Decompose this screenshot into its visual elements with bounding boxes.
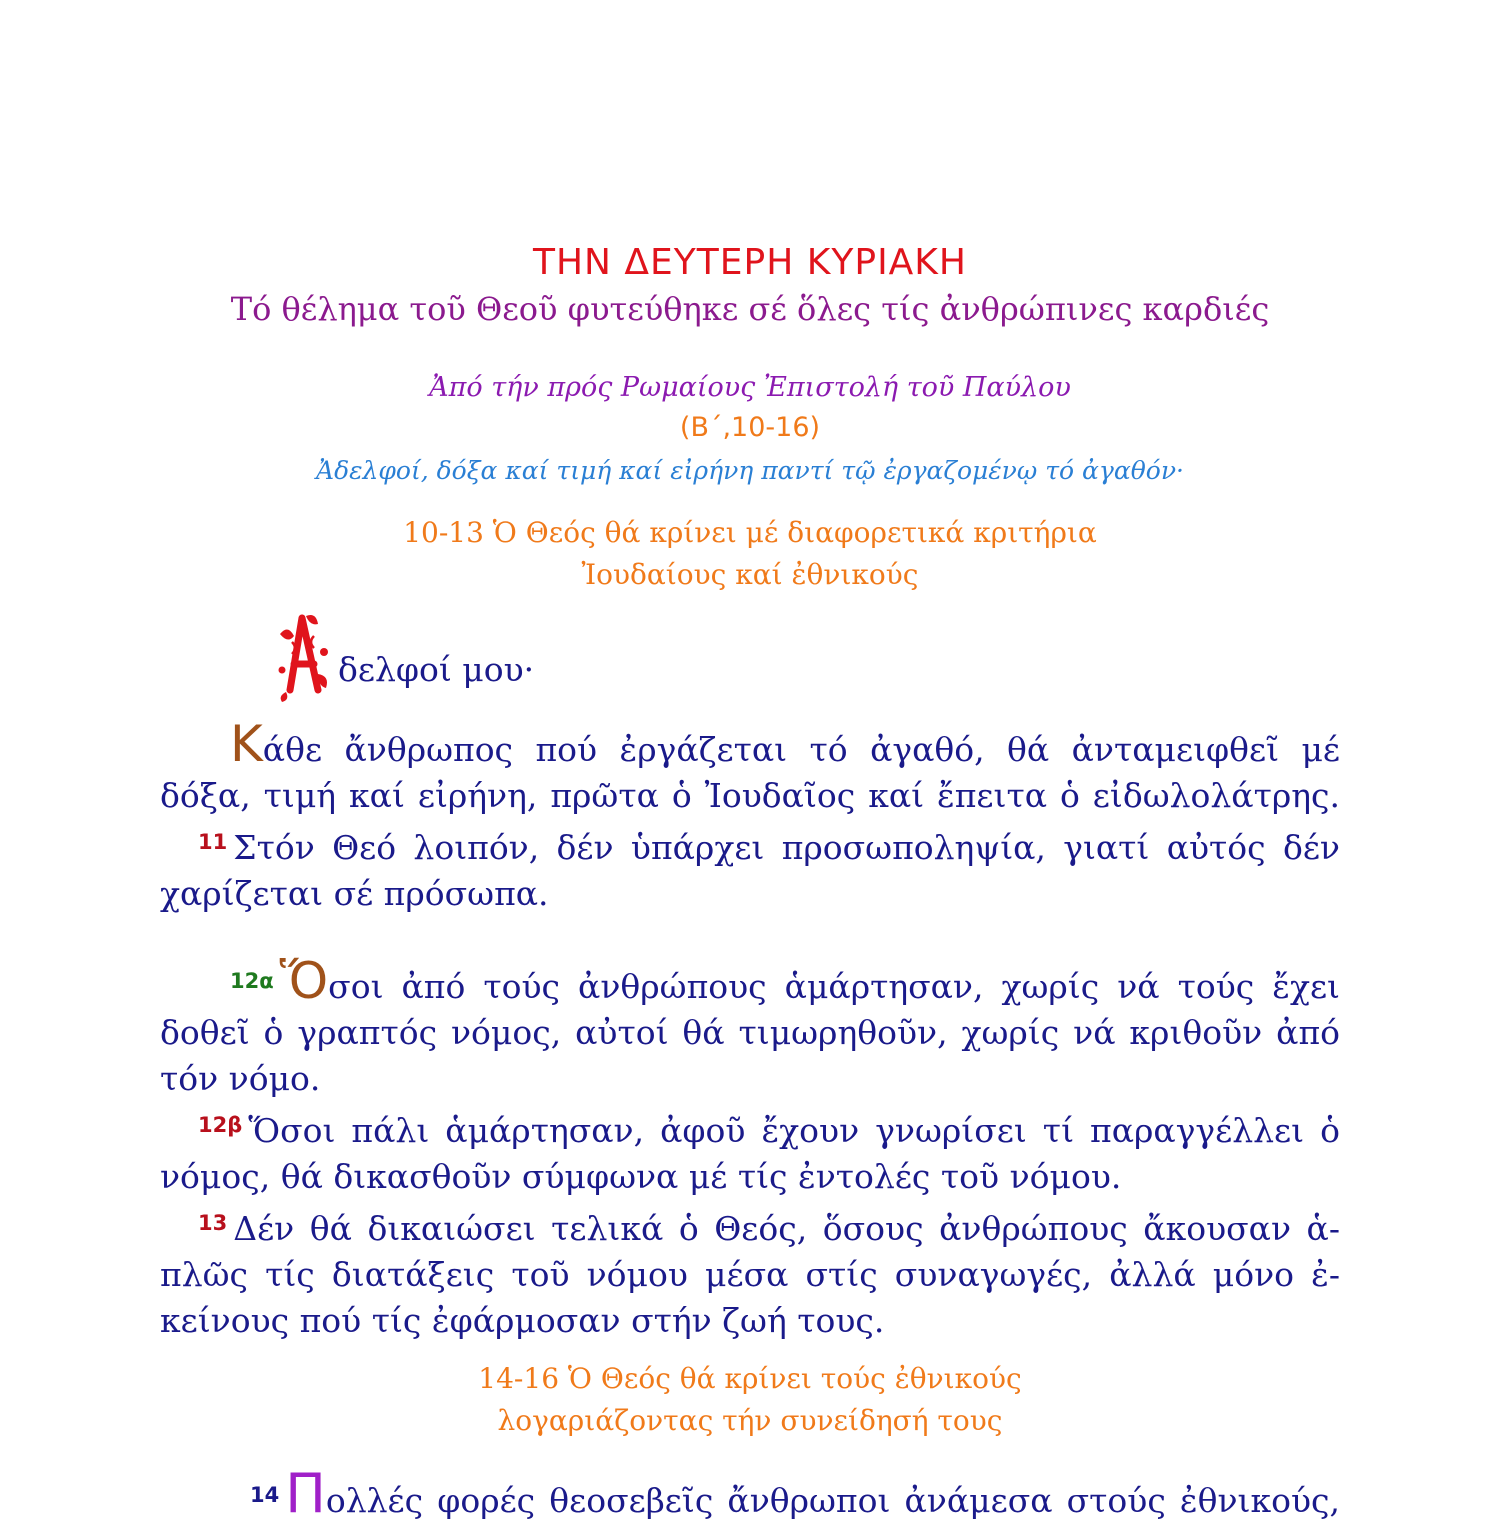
salutation-text: δελφοί μου· [338, 650, 535, 689]
epistle-reference: (Β΄,10-16) [679, 412, 821, 443]
paragraph [160, 715, 1340, 917]
text-line: κείνους πού τίς ἐφάρμοσαν στήν ζωή τους. [160, 1301, 885, 1340]
paragraph [160, 1462, 1340, 1525]
page-subtitle: Τό θέλημα τοῦ Θεοῦ φυτεύθηκε σέ ὅλες τίς ἀνθρώπινες καρδιές [230, 290, 1270, 328]
section-heading-line: Ἰουδαίους καί ἐθνικούς [581, 558, 919, 591]
text-line: $^{14}$ Πολλές φορές θεοσεβεῖς ἄνθρωποι ἀνάμεσα στούς ἐθνικούς, [250, 1462, 1340, 1525]
section-heading-line: 14-16 Ὁ Θεός θά κρίνει τούς ἐθνικούς [478, 1362, 1022, 1395]
verse-number: 14 [250, 1483, 280, 1507]
verse-number: 12β [198, 1113, 243, 1137]
text-line: πλῶς τίς διατάξεις τοῦ νόμου μέσα στίς συναγωγές, ἀλλά μόνο ἐ- [160, 1255, 1340, 1294]
verse-number: 12α [230, 969, 274, 993]
epistle-source: Ἀπό τήν πρός Ρωμαίους Ἐπιστολή τοῦ Παύλου [429, 372, 1071, 403]
text-line: $^{11}$ Στόν Θεό λοιπόν, δέν ὑπάρχει προσωποληψία, γιατί αὐτός δέν [198, 828, 1340, 867]
text-line: $^{12\beta}$ Ὅσοι πάλι ἁμάρτησαν, ἀφοῦ ἔχουν γνωρίσει τί παραγγέλλει ὁ [198, 1111, 1340, 1150]
text-line: τόν νόμο. [160, 1059, 321, 1098]
ornamental-initial-alpha-icon [272, 612, 334, 702]
text-line: $^{13}$ Δέν θά δικαιώσει τελικά ὁ Θεός, ὅσους ἀνθρώπους ἄκουσαν ἁ- [198, 1209, 1340, 1248]
text-line: νόμος, θά δικασθοῦν σύμφωνα μέ τίς ἐντολές τοῦ νόμου. [160, 1157, 1122, 1196]
epigraph: Ἀδελφοί, δόξα καί τιμή καί εἰρήνη παντί τῷ ἐργαζομένῳ τό ἀγαθόν· [316, 456, 1184, 485]
section-heading-line: 10-13 Ὁ Θεός θά κρίνει μέ διαφορετικά κριτήρια [403, 516, 1097, 549]
verse-number: 13 [198, 1211, 228, 1235]
text-line: Κάθε ἄνθρωπος πού ἐργάζεται τό ἀγαθό, θά ἀνταμειφθεῖ μέ [230, 715, 1340, 773]
drop-cap: Ὅ [279, 952, 329, 1010]
text-line: $^{12\alpha}$ Ὅσοι ἀπό τούς ἀνθρώπους ἁμάρτησαν, χωρίς νά τούς ἔχει [230, 952, 1340, 1010]
drop-cap: Κ [230, 715, 263, 773]
page-title: ΤΗΝ ΔΕΥΤΕΡΗ ΚΥΡΙΑΚΗ [533, 242, 967, 283]
verse-number: 11 [198, 830, 228, 854]
drop-cap: Π [285, 1462, 326, 1525]
paragraph [160, 952, 1340, 1344]
section-heading-line: λογαριάζοντας τήν συνείδησή τους [497, 1404, 1003, 1437]
text-line: δοθεῖ ὁ γραπτός νόμος, αὐτοί θά τιμωρηθοῦν, χωρίς νά κριθοῦν ἀπό [160, 1013, 1340, 1052]
text-line: χαρίζεται σέ πρόσωπα. [160, 874, 549, 913]
text-line: δόξα, τιμή καί εἰρήνη, πρῶτα ὁ Ἰουδαῖος καί ἔπειτα ὁ εἰδωλολάτρης. [160, 776, 1340, 815]
